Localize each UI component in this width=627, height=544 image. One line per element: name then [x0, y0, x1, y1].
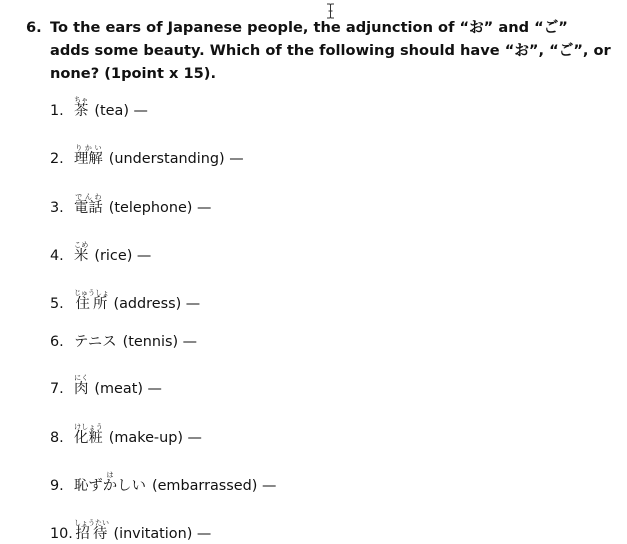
item-word: 米こめ	[74, 241, 89, 264]
item-word: 化粧けしょう	[74, 423, 103, 446]
item-word: 電話でんわ	[74, 193, 103, 216]
item-word: 住所じゅうしょ	[74, 289, 109, 312]
furigana: じゅうしょ	[74, 289, 109, 297]
furigana: りかい	[74, 144, 103, 152]
item-number: 8.	[50, 430, 64, 446]
list-item	[50, 374, 162, 399]
list-item	[50, 471, 276, 496]
item-gloss: (rice) —	[94, 248, 152, 264]
item-gloss: (telephone) —	[108, 200, 212, 216]
item-gloss: (embarrassed) —	[151, 478, 277, 494]
item-word: 恥ずかしいは	[74, 471, 146, 494]
item-word: 理解りかい	[74, 144, 103, 167]
question-text: To the ears of Japanese people, the adjunction of “お” and “ご” adds some beauty. Which of the following should have “お”, “ご”, or none? (1point x 15).	[50, 19, 611, 82]
item-gloss: (understanding) —	[108, 151, 244, 167]
item-number: 2.	[50, 151, 64, 167]
list-item	[50, 332, 197, 352]
furigana: でんわ	[74, 193, 103, 201]
item-number: 6.	[50, 334, 64, 350]
item-word: テニス	[74, 334, 117, 350]
list-item	[50, 193, 211, 218]
item-number: 9.	[50, 478, 64, 494]
item-number: 4.	[50, 248, 64, 264]
furigana: けしょう	[74, 423, 103, 431]
item-number: 1.	[50, 103, 64, 119]
item-number: 3.	[50, 200, 64, 216]
item-word: 肉にく	[74, 374, 89, 397]
item-number: 10.	[50, 526, 73, 542]
item-gloss: (invitation) —	[113, 526, 212, 542]
list-item	[50, 96, 148, 121]
list-item	[50, 423, 202, 448]
item-word: 招待しょうたい	[74, 519, 109, 542]
furigana: ちゃ	[74, 96, 89, 104]
item-gloss: (make-up) —	[108, 430, 202, 446]
list-item	[50, 519, 211, 544]
item-gloss: (meat) —	[94, 381, 162, 397]
furigana: しょうたい	[74, 519, 109, 527]
item-gloss: (address) —	[113, 296, 201, 312]
furigana: にく	[74, 374, 89, 382]
furigana: は	[74, 471, 146, 479]
furigana: こめ	[74, 241, 89, 249]
list-item	[50, 144, 244, 169]
list-item	[50, 241, 151, 266]
item-word: 茶ちゃ	[74, 96, 89, 119]
item-number: 7.	[50, 381, 64, 397]
item-gloss: (tea) —	[94, 103, 148, 119]
question-block	[26, 16, 611, 85]
item-number: 5.	[50, 296, 64, 312]
list-item	[50, 289, 200, 314]
question-number: 6.	[26, 19, 42, 36]
item-gloss: (tennis) —	[122, 334, 198, 350]
